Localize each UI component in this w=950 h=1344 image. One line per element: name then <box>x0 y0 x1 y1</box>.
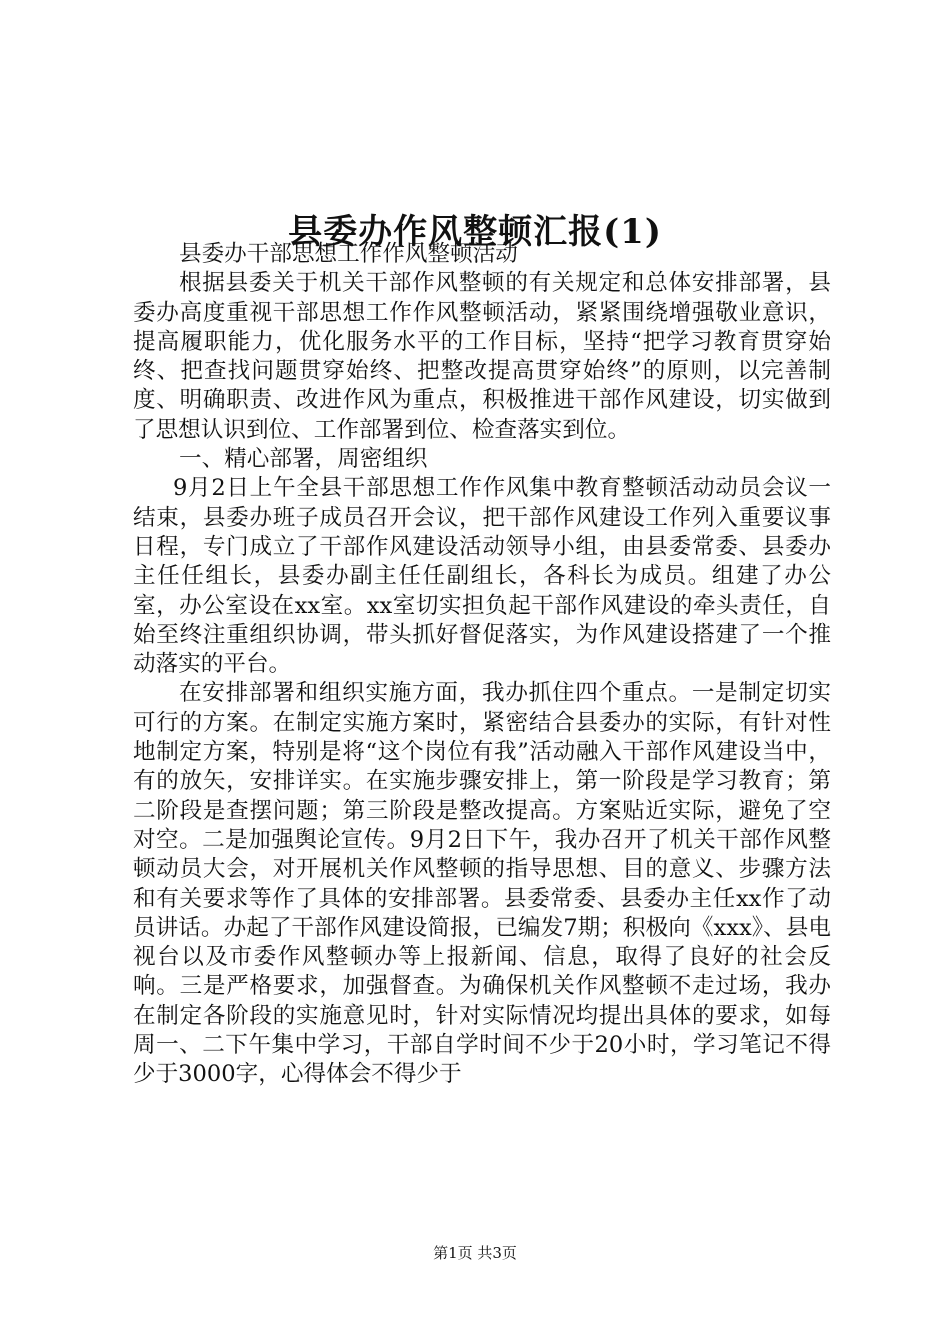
body-paragraph: 9月2日上午全县干部思想工作作风集中教育整顿活动动员会议一结束，县委办班子成员召开会议，把干部作风建设工作列入重要议事日程，专门成立了干部作风建设活动领导小组，由县委常委、县委办主任任组长，县委办副主任任副组长，各科长为成员。组建了办公室，办公室设在xx室。xx室切实担负起干部作风建设的牵头责任，自始至终注重组织协调，带头抓好督促落实，为作风建设搭建了一个推动落实的平台。 <box>133 475 831 678</box>
page-title: 县委办作风整顿汇报(1) <box>288 211 662 252</box>
subtitle-paragraph: 县委办干部思想工作作风整顿活动 <box>179 241 518 267</box>
section-heading: 一、精心部署，周密组织 <box>179 446 428 473</box>
page-number-footer: 第1页 共3页 <box>433 1244 517 1262</box>
intro-paragraph: 根据县委关于机关干部作风整顿的有关规定和总体安排部署，县委办高度重视干部思想工作作风整顿活动，紧紧围绕增强敬业意识，提高履职能力，优化服务水平的工作目标，坚持“把学习教育贯穿始终、把查找问题贯穿始终、把整改提高贯穿始终”的原则，以完善制度、明确职责、改进作风为重点，积极推进干部作风建设，切实做到了思想认识到位、工作部署到位、检查落实到位。 <box>133 270 831 443</box>
body-paragraph: 在安排部署和组织实施方面，我办抓住四个重点。一是制定切实可行的方案。在制定实施方案时，紧密结合县委办的实际，有针对性地制定方案，特别是将“这个岗位有我”活动融入干部作风建设当中，有的放矢，安排详实。在实施步骤安排上，第一阶段是学习教育；第二阶段是查摆问题；第三阶段是整改提高。方案贴近实际，避免了空对空。二是加强舆论宣传。9月2日下午，我办召开了机关干部作风整顿动员大会，对开展机关作风整顿的指导思想、目的意义、步骤方法和有关要求等作了具体的安排部署。县委常委、县委办主任xx作了动员讲话。办起了干部作风建设简报，已编发7期；积极向《xxx》、县电视台以及市委作风整顿办等上报新闻、信息，取得了良好的社会反响。三是严格要求，加强督查。为确保机关作风整顿不走过场，我办在制定各阶段的实施意见时，针对实际情况均提出具体的要求，如每周一、二下午集中学习，干部自学时间不少于20小时，学习笔记不得少于3000字，心得体会不得少于 <box>133 680 831 1088</box>
document-body <box>133 240 831 1090</box>
